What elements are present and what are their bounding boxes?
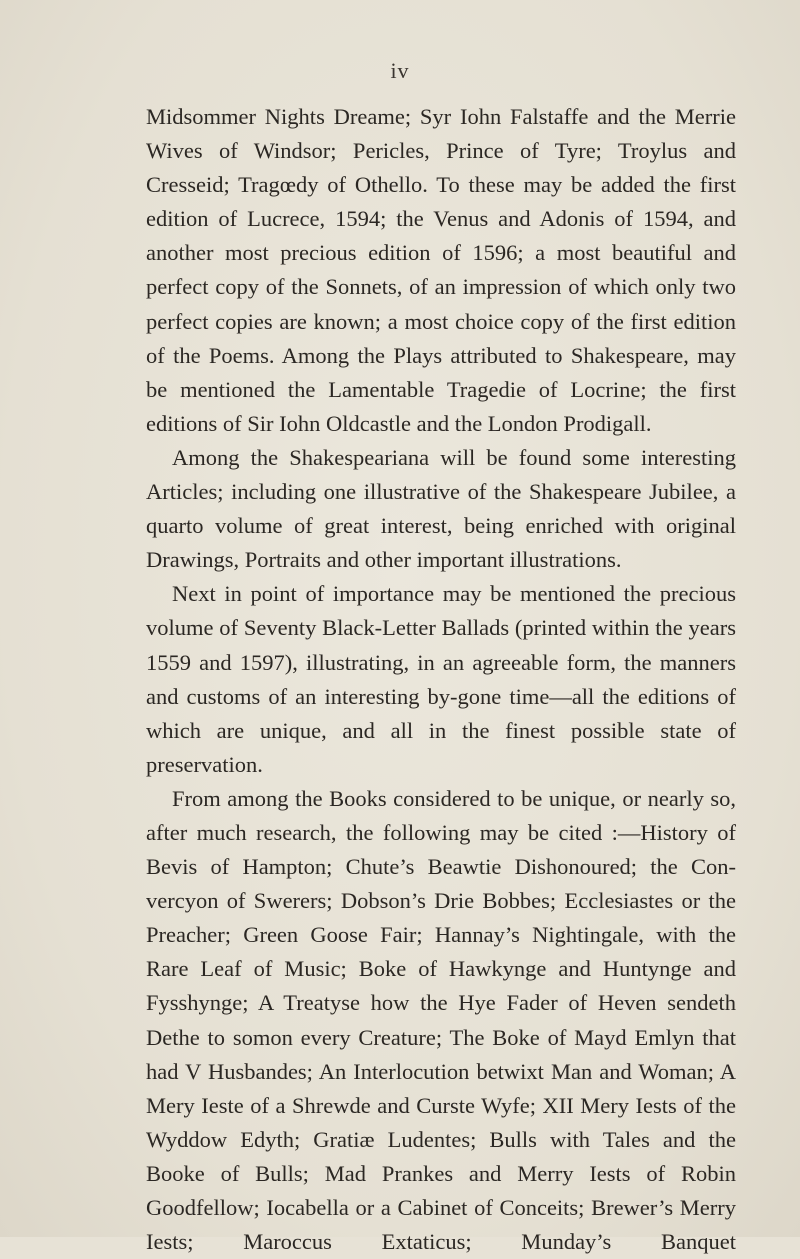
- paragraph-unique-books: From among the Books considered to be unique, or nearly so, after much research, the following may be cited :—History of Bevis of Hampton; Chute’s Beawtie Dishonoured; the Con-vercyon of Swerers; Dobson’s Drie Bobbes; Ecclesiastes or the Preacher; Green Goose Fair; Hannay’s Nightingale, with the Rare Leaf of Music; Boke of Hawkynge and Huntynge and Fysshynge; A Treatyse how the Hye Fader of Heven sendeth Dethe to somon every Creature; The Boke of Mayd Emlyn that had V Husbandes; An Interlocution betwixt Man and Woman; A Mery Ieste of a Shrewde and Curste Wyfe; XII Mery Iests of the Wyddow Edyth; Gratiæ Ludentes; Bulls with Tales and the Booke of Bulls; Mad Prankes and Merry Iests of Robin Goodfellow; Iocabella or a Cabinet of Conceits; Brewer’s Merry Iests; Maroccus Extaticus; Munday’s Banquet: [146, 785, 736, 1255]
- paragraph-ballads: Next in point of importance may be mentioned the precious volume of Seventy Black-Letter Ballads (printed within the years 1559 and 1597), illustrating, in an agreeable form, the manners and customs of an interesting by-gone time—all the editions of which are unique, and all in the finest possible state of preservation.: [146, 581, 736, 777]
- page-number: iv: [390, 58, 410, 83]
- paragraph-plays: Midsommer Nights Dreame; Syr Iohn Falstaffe and the Merrie Wives of Windsor; Pericles, Prince of Tyre; Troylus and Cresseid; Tragœdy of Othello. To these may be added the first edition of Lucrece, 1594; the Venus and Adonis of 1594, and another most precious edition of 1596; a most beautiful and perfect copy of the Sonnets, of an impression of which only two perfect copies are known; a most choice copy of the first edition of the Poems. Among the Plays attributed to Shakespeare, may be mentioned the Lamentable Tragedie of Locrine; the first editions of Sir Iohn Oldcastle and the London Prodigall.: [146, 104, 736, 436]
- body-text: [146, 100, 736, 1259]
- paragraph-shakespeariana: Among the Shakespeariana will be found some interesting Articles; including one illustrative of the Shakespeare Jubilee, a quarto volume of great interest, being enriched with original Drawings, Portraits and other important illustrations.: [146, 444, 736, 573]
